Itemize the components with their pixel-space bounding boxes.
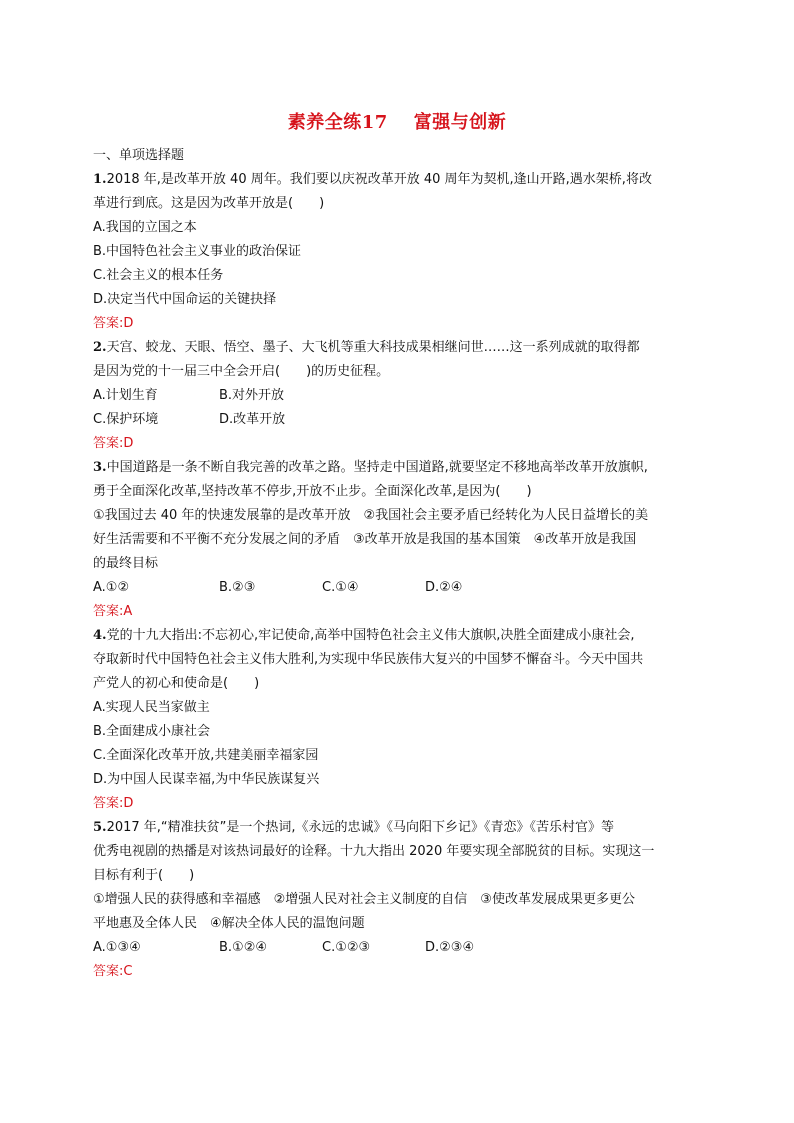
section-heading: 一、单项选择题 (93, 148, 185, 163)
q3-option-d: D.②④ (425, 580, 463, 595)
q1-option-a: A.我国的立国之本 (93, 220, 197, 235)
q4-line-2: 夺取新时代中国特色社会主义伟大胜利,为实现中华民族伟大复兴的中国梦不懈奋斗。今天中国共 (93, 652, 644, 667)
q5-option-b: B.①②④ (219, 940, 268, 955)
q3-line-4: 好生活需要和不平衡不充分发展之间的矛盾 ③改革开放是我国的基本国策 ④改革开放是我国 (93, 532, 637, 547)
q5-line-1 (93, 819, 614, 837)
q1-option-d: D.决定当代中国命运的关键抉择 (93, 292, 277, 307)
q3-answer: 答案:A (93, 604, 133, 619)
q3-option-c: C.①④ (322, 580, 359, 595)
q2-option-c: C.保护环境 (93, 412, 159, 427)
q5-option-d: D.②③④ (425, 940, 475, 955)
q5-line-2: 优秀电视剧的热播是对该热词最好的诠释。十九大指出 2020 年要实现全部脱贫的目标。实现这一 (93, 844, 655, 859)
page-title (0, 108, 794, 134)
q5-text-1: 2017 年,“精准扶贫”是一个热词,《永远的忠诚》《马向阳下乡记》《青恋》《苦乐村官》等 (106, 820, 615, 835)
q5-answer: 答案:C (93, 964, 133, 979)
q4-number: 4. (93, 628, 107, 643)
q2-option-d: D.改革开放 (219, 412, 286, 427)
q4-line-3: 产党人的初心和使命是( ) (93, 676, 260, 691)
q4-line-1 (93, 627, 635, 645)
q2-option-a: A.计划生育 (93, 388, 158, 403)
q3-text-1: 中国道路是一条不断自我完善的改革之路。坚持走中国道路,就要坚定不移地高举改革开放旗帜, (106, 460, 648, 475)
q3-line-2: 勇于全面深化改革,坚持改革不停步,开放不止步。全面深化改革,是因为( ) (93, 484, 532, 499)
q4-text-1: 党的十九大指出:不忘初心,牢记使命,高举中国特色社会主义伟大旗帜,决胜全面建成小康社会, (106, 628, 635, 643)
q1-line-2: 革进行到底。这是因为改革开放是( ) (93, 196, 325, 211)
q5-option-c: C.①②③ (322, 940, 371, 955)
q1-number: 1. (93, 172, 107, 187)
q3-option-b: B.②③ (219, 580, 256, 595)
q5-line-3: 目标有利于( ) (93, 868, 195, 883)
q3-line-1 (93, 459, 648, 477)
q2-option-b: B.对外开放 (219, 388, 285, 403)
title-sub: 富强与创新 (413, 112, 507, 133)
q5-line-5: 平地惠及全体人民 ④解决全体人民的温饱问题 (93, 916, 365, 931)
q4-option-a: A.实现人民当家做主 (93, 700, 210, 715)
q5-line-4: ①增强人民的获得感和幸福感 ②增强人民对社会主义制度的自信 ③使改革发展成果更多更公 (93, 892, 635, 907)
q4-option-b: B.全面建成小康社会 (93, 724, 211, 739)
q4-answer: 答案:D (93, 796, 134, 811)
q3-line-3: ①我国过去 40 年的快速发展靠的是改革开放 ②我国社会主要矛盾已经转化为人民日益增长的美 (93, 508, 649, 523)
q3-line-5: 的最终目标 (93, 556, 159, 571)
q4-option-c: C.全面深化改革开放,共建美丽幸福家园 (93, 748, 319, 763)
q1-line-1 (93, 171, 652, 189)
q1-option-c: C.社会主义的根本任务 (93, 268, 224, 283)
q2-line-1 (93, 339, 640, 357)
q5-number: 5. (93, 820, 107, 835)
title-main: 素养全练17 (287, 112, 388, 133)
q1-answer: 答案:D (93, 316, 134, 331)
q1-option-b: B.中国特色社会主义事业的政治保证 (93, 244, 302, 259)
q3-option-a: A.①② (93, 580, 130, 595)
q1-text-1: 2018 年,是改革开放 40 周年。我们要以庆祝改革开放 40 周年为契机,逢山开路,遇水架桥,将改 (106, 172, 652, 187)
q2-answer: 答案:D (93, 436, 134, 451)
q2-line-2: 是因为党的十一届三中全会开启( )的历史征程。 (93, 364, 390, 379)
q5-option-a: A.①③④ (93, 940, 141, 955)
q4-option-d: D.为中国人民谋幸福,为中华民族谋复兴 (93, 772, 320, 787)
q2-text-1: 天宫、蛟龙、天眼、悟空、墨子、大飞机等重大科技成果相继问世……这一系列成就的取得都 (106, 340, 640, 355)
q3-number: 3. (93, 460, 107, 475)
q2-number: 2. (93, 340, 107, 355)
